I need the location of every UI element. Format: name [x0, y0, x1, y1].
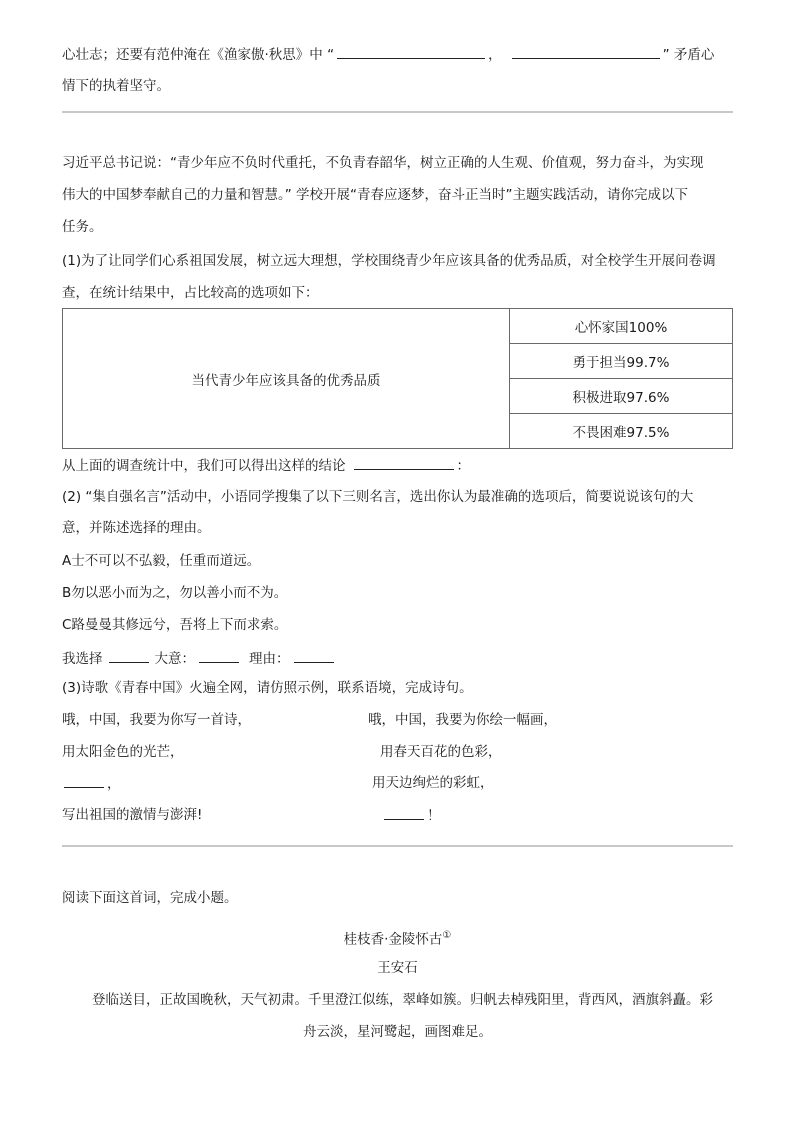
poem-blank[interactable] [64, 773, 104, 788]
text-fragment: ” 矛盾心 [662, 47, 715, 63]
text-fragment: ， [488, 47, 502, 63]
poem-right-line [384, 805, 441, 826]
poem-title [62, 926, 733, 950]
poem-body: 舟云淡，星河鹭起，画图难足。 [303, 1024, 492, 1040]
poem-body: 登临送目，正故国晚秋，天气初肃。千里澄江似练，翠峰如簇。归帆去棹残阳里，背西风，酒旗斜矗。彩 [92, 992, 713, 1008]
survey-table [62, 308, 733, 449]
answer-blank[interactable] [354, 455, 454, 470]
answer-line [62, 648, 337, 669]
text-fragment: ， [107, 776, 121, 792]
poem-left-line: 写出祖国的激情与澎湃! [62, 807, 203, 823]
poem-right-line: 哦，中国，我要为你绘一幅画， [368, 712, 557, 728]
q1-sub2: (2) “集自强名言”活动中，小语同学搜集了以下三则名言，选出你认为最准确的选项后，简要说说该句的大 [62, 489, 694, 505]
meaning-label: 大意： [154, 651, 195, 667]
reason-label: 理由： [249, 651, 290, 667]
poem-right-line: 用天边绚烂的彩虹， [372, 775, 494, 791]
table-cell: 积极进取97.6% [510, 379, 733, 414]
conclusion-line [62, 455, 470, 476]
q1-sub2: 意，并陈述选择的理由。 [62, 520, 211, 536]
text-fragment: 从上面的调查统计中，我们可以得出这样的结论 [62, 458, 346, 474]
option-a: A士不可以不弘毅，任重而道远。 [62, 553, 261, 569]
table-cell: 勇于担当99.7% [510, 344, 733, 379]
q2-intro: 阅读下面这首词，完成小题。 [62, 890, 238, 906]
answer-blank[interactable] [337, 44, 485, 59]
table-row [63, 309, 733, 344]
text-fragment: 心壮志；还要有范仲淹在《渔家傲·秋思》中 “ [62, 47, 335, 63]
poem-right-line: 用春天百花的色彩， [380, 744, 502, 760]
option-b: B勿以恶小而为之，勿以善小而不为。 [62, 585, 288, 601]
poem-left-line: 用太阳金色的光芒， [62, 744, 184, 760]
footnote-marker: ① [442, 930, 452, 941]
option-c: C路曼曼其修远兮，吾将上下而求索。 [62, 617, 288, 633]
poem-title-text: 桂枝香·金陵怀古 [343, 931, 443, 948]
table-cell: 心怀家国100% [510, 309, 733, 344]
choice-blank[interactable] [109, 648, 149, 663]
q1-intro: 伟大的中国梦奉献自己的力量和智慧。” 学校开展“青春应逐梦，奋斗正当时”主题实践活动，请你完成以下 [62, 187, 689, 203]
text-line: 情下的执着坚守。 [62, 78, 170, 94]
q1-intro: 任务。 [62, 219, 103, 235]
reason-blank[interactable] [294, 648, 334, 663]
poem-left-line [62, 773, 121, 794]
meaning-blank[interactable] [199, 648, 239, 663]
text-line [62, 44, 714, 65]
q1-sub1: (1)为了让同学们心系祖国发展，树立远大理想，学校围绕青少年应该具备的优秀品质，对全校学生开展问卷调 [62, 253, 716, 269]
poem-author: 王安石 [377, 960, 418, 976]
choice-label: 我选择 [62, 651, 103, 667]
poem-blank[interactable] [384, 805, 424, 820]
q1-intro: 习近平总书记说：“青少年应不负时代重托，不负青春韶华，树立正确的人生观、价值观，努力奋斗，为实现 [62, 155, 704, 171]
table-cell: 不畏困难97.5% [510, 414, 733, 449]
section-divider [62, 111, 733, 113]
q1-sub1: 查，在统计结果中，占比较高的选项如下： [62, 285, 319, 301]
table-left-label: 当代青少年应该具备的优秀品质 [63, 309, 510, 449]
text-fragment: ： [456, 458, 470, 474]
q1-sub3: (3)诗歌《青春中国》火遍全网，请仿照示例，联系语境，完成诗句。 [62, 680, 473, 696]
section-divider [62, 845, 733, 847]
answer-blank[interactable] [512, 44, 660, 59]
text-fragment: ！ [427, 808, 441, 824]
poem-left-line: 哦，中国，我要为你写一首诗， [62, 712, 251, 728]
